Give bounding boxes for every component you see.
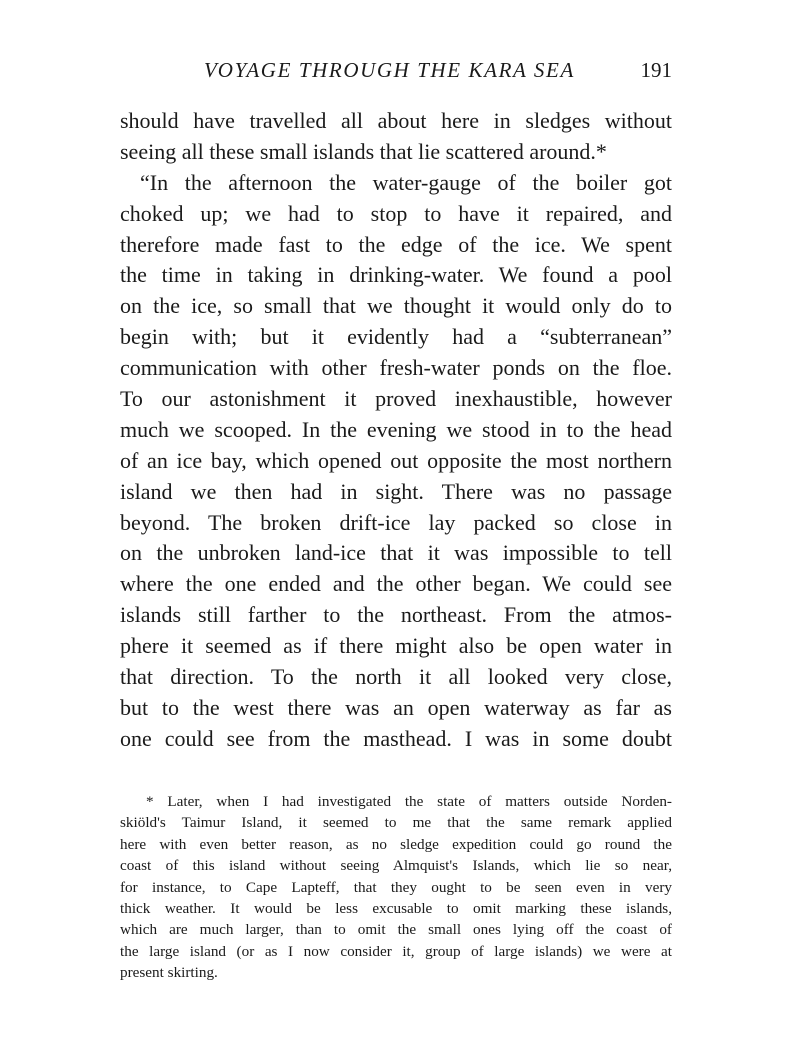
footnote-line: coast of this island without seeing Almquist's Islands, which lie so near, [120,857,672,875]
body-line: seeing all these small islands that lie scattered around.* [120,138,607,164]
footnote-line: for instance, to Cape Lapteff, that they ought to be seen even in very [120,878,672,896]
body-line: one could see from the masthead. I was in some doubt [120,725,672,751]
running-title: VOYAGE THROUGH THE KARA SEA [204,58,575,82]
page-number: 191 [640,58,672,82]
body-line: but to the west there was an open waterway as far as [120,694,672,720]
body-line: beyond. The broken drift-ice lay packed so close in [120,509,672,535]
body-line: where the one ended and the other began. We could see [120,571,672,597]
body-line: choked up; we had to stop to have it repaired, and [120,200,672,226]
body-line: To our astonishment it proved inexhaustible, however [120,386,672,412]
body-line: communication with other fresh-water ponds on the floe. [120,355,672,381]
body-line: should have travelled all about here in sledges without [120,108,672,133]
footnote-line: skiöld's Taimur Island, it seemed to me that the same remark applied [120,814,672,832]
body-line: the time in taking in drinking-water. We found a pool [120,262,672,288]
body-line: on the unbroken land-ice that it was impossible to tell [120,540,672,566]
body-line: island we then had in sight. There was no passage [120,478,672,504]
footnote-line: present skirting. [120,964,218,982]
footnote-line: which are much larger, than to omit the small ones lying off the coast of [120,921,672,939]
body-line: therefore made fast to the edge of the ice. We spent [120,231,672,257]
body-line: phere it seemed as if there might also be open water in [120,633,672,659]
footnote-line: the large island (or as I now consider it, group of large islands) we were at [120,942,672,960]
body-line: islands still farther to the northeast. From the atmos- [120,602,672,628]
body-line: begin with; but it evidently had a “subterranean” [120,324,672,350]
body-line: that direction. To the north it all looked very close, [120,664,672,690]
body-text [120,106,672,755]
footnote [120,791,672,984]
footnote-line: * Later, when I had investigated the state of matters outside Norden- [146,793,672,810]
body-line: of an ice bay, which opened out opposite the most northern [120,447,672,473]
body-line: “In the afternoon the water-gauge of the boiler got [140,169,672,195]
body-line: much we scooped. In the evening we stood in to the head [120,416,672,442]
body-line: on the ice, so small that we thought it would only do to [120,293,672,319]
footnote-line: thick weather. It would be less excusable to omit marking these islands, [120,899,672,917]
footnote-line: here with even better reason, as no sledge expedition could go round the [120,835,672,853]
running-head [120,58,672,86]
